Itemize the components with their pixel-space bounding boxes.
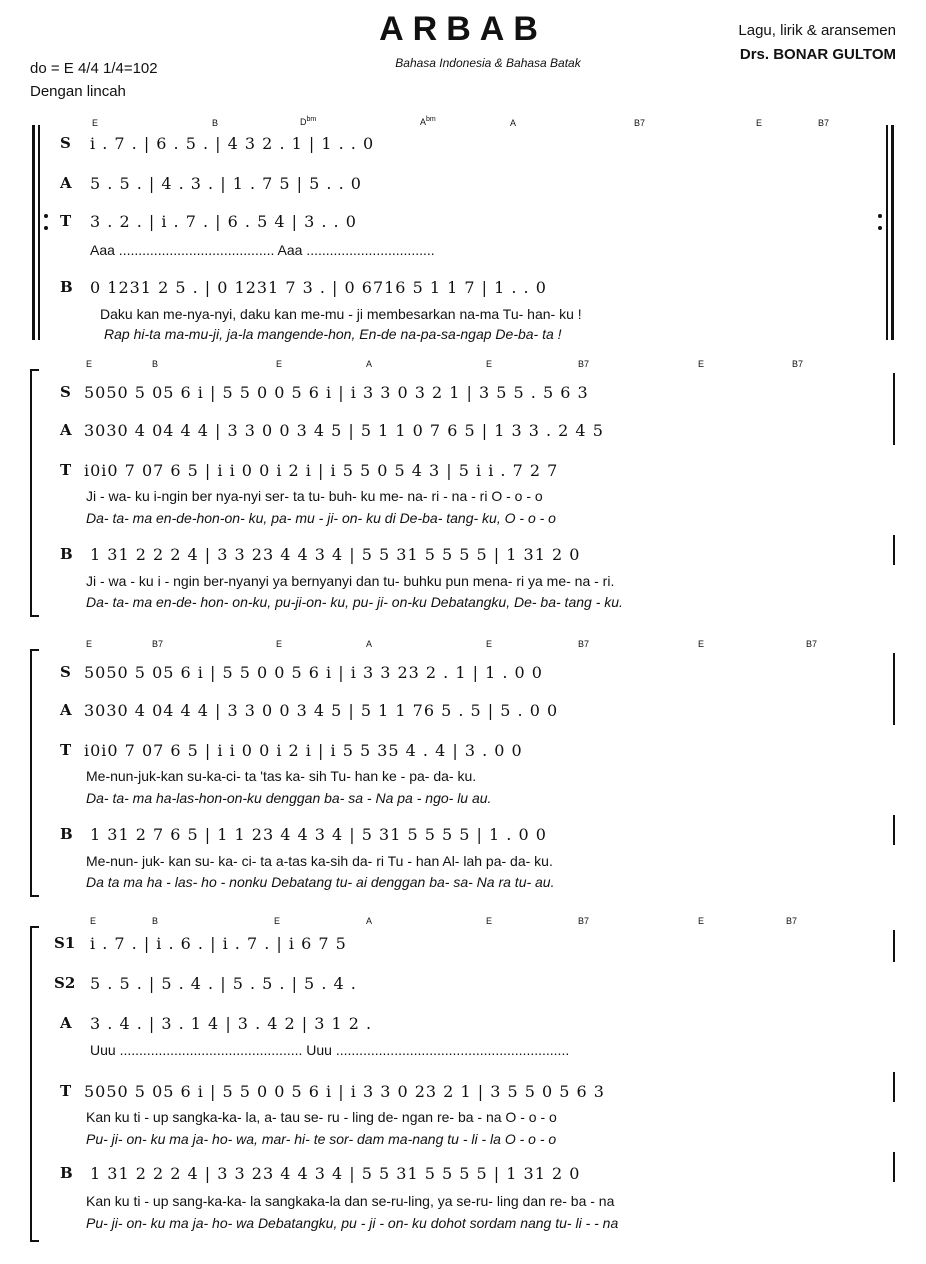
- repeat-barline-right: [891, 125, 894, 340]
- chord-symbol: E: [486, 359, 493, 369]
- voice-label: A: [60, 174, 72, 192]
- chord-symbol: B7: [578, 359, 590, 369]
- repeat-dot: [878, 226, 882, 230]
- chord-symbol: B: [152, 916, 159, 926]
- lyric-line: Kan ku ti - up sangka-ka- la, a- tau se- ru - ling de- ngan re- ba - na O - o - o: [86, 1109, 557, 1125]
- chord-symbol: E: [90, 916, 97, 926]
- chord-symbol: $D^{bm}$: [300, 116, 317, 127]
- voice-label: B: [60, 825, 73, 843]
- system-4: [0, 912, 926, 1247]
- lyric-line: Me-nun- juk- kan su- ka- ci- ta a-tas ka-sih da- ri Tu - han Al- lah pa- da- ku.: [86, 853, 553, 869]
- chord-symbol: E: [86, 639, 93, 649]
- chord-symbol: B7: [634, 118, 646, 128]
- lyric-line: Kan ku ti - up sang-ka-ka- la sangkaka-la dan se-ru-ling, ya se-ru- ling dan re- ba - na: [86, 1193, 615, 1209]
- key-signature: do = E 4/4 1/4=102: [30, 60, 158, 77]
- choir-lyric: Uuu ............................................... Uuu ............................................................: [90, 1042, 570, 1058]
- chord-symbol: E: [486, 916, 493, 926]
- choir-lyric: Aaa ........................................ Aaa .................................: [90, 242, 435, 258]
- voice-notes: 3030 4 04 4 4 | 3 3 0 0 3 4 5 | 5 1 1 0 7 6 5 | 1 3 3 . 2 4 5: [84, 421, 604, 440]
- lyric-line-batak: Pu- ji- on- ku ma ja- ho- wa Debatangku, pu - ji - on- ku dohot sordam nang tu- li - - na: [86, 1215, 619, 1231]
- chord-symbol: A: [366, 639, 373, 649]
- chord-symbol: A: [510, 118, 517, 128]
- final-barline: [893, 535, 895, 565]
- lyric-line-batak: Da- ta- ma ha-las-hon-on-ku denggan ba- sa - Na pa - ngo- lu au.: [86, 790, 492, 806]
- final-barline: [893, 1072, 895, 1102]
- voice-label: B: [60, 545, 73, 563]
- final-barline: [893, 373, 895, 445]
- chord-symbol: E: [92, 118, 99, 128]
- final-barline: [893, 1152, 895, 1182]
- system-bracket: [30, 369, 39, 617]
- voice-label: T: [60, 212, 72, 230]
- voice-label: S: [60, 134, 71, 152]
- chord-symbol: B: [212, 118, 219, 128]
- chord-symbol: B7: [818, 118, 830, 128]
- voice-notes: 3 . 4 . | 3 . 1 4 | 3 . 4 2 | 3 1 2 .: [90, 1014, 373, 1033]
- chord-symbol: E: [486, 639, 493, 649]
- voice-notes: i0i0 7 07 6 5 | i i 0 0 i 2 i | i 5 5 35 4 . 4 | 3 . 0 0: [84, 741, 523, 760]
- voice-label: S: [60, 663, 71, 681]
- voice-notes: 3030 4 04 4 4 | 3 3 0 0 3 4 5 | 5 1 1 76 5 . 5 | 5 . 0 0: [84, 701, 559, 720]
- voice-notes: 1 31 2 7 6 5 | 1 1 23 4 4 3 4 | 5 31 5 5 5 5 | 1 . 0 0: [90, 825, 547, 844]
- chord-symbol: A: [366, 359, 373, 369]
- lyric-line-batak: Da- ta- ma en-de-hon-on- ku, pa- mu - ji- on- ku di De-ba- tang- ku, O - o - o: [86, 510, 556, 526]
- chord-symbol: E: [276, 359, 283, 369]
- lyric-line: Ji - wa - ku i - ngin ber-nyanyi ya bernyanyi dan tu- buhku pun mena- ri ya me- na - ri.: [86, 573, 615, 589]
- lyric-line-batak: Da ta ma ha - las- ho - nonku Debatang tu- ai denggan ba- sa- Na ra tu- au.: [86, 874, 555, 890]
- system-2: [0, 355, 926, 620]
- chord-symbol: B7: [152, 639, 164, 649]
- chord-symbol: B7: [806, 639, 818, 649]
- final-barline: [893, 815, 895, 845]
- voice-notes: 5050 5 05 6 i | 5 5 0 0 5 6 i | i 3 3 0 23 2 1 | 3 5 5 0 5 6 3: [84, 1082, 605, 1101]
- system-bracket: [30, 926, 39, 1242]
- voice-label: S: [60, 383, 71, 401]
- chord-symbol: B7: [792, 359, 804, 369]
- credit-line: Lagu, lirik & aransemen: [738, 22, 896, 39]
- voice-label: S1: [54, 934, 76, 952]
- voice-label: T: [60, 741, 72, 759]
- composer-name: Drs. BONAR GULTOM: [739, 46, 896, 63]
- song-title: ARBAB: [379, 10, 547, 48]
- repeat-barline-left: [32, 125, 35, 340]
- lyric-line-batak: Da- ta- ma en-de- hon- on-ku, pu-ji-on- ku, pu- ji- on-ku Debatangku, De- ba- tang - ku.: [86, 594, 623, 610]
- system-bracket: [30, 649, 39, 897]
- voice-label: A: [60, 701, 72, 719]
- voice-label: A: [60, 1014, 72, 1032]
- lyric-line-batak: Rap hi-ta ma-mu-ji, ja-la mangende-hon, En-de na-pa-sa-ngap De-ba- ta !: [104, 326, 562, 342]
- voice-notes: i . 7 . | 6 . 5 . | 4 3 2 . 1 | 1 . . 0: [90, 134, 375, 153]
- chord-symbol: E: [698, 639, 705, 649]
- voice-notes: i . 7 . | i . 6 . | i . 7 . | i 6 7 5: [90, 934, 347, 953]
- voice-notes: 3 . 2 . | i . 7 . | 6 . 5 4 | 3 . . 0: [90, 212, 357, 231]
- chord-symbol: B7: [786, 916, 798, 926]
- voice-label: T: [60, 1082, 72, 1100]
- voice-notes: 5 . 5 . | 4 . 3 . | 1 . 7 5 | 5 . . 0: [90, 174, 362, 193]
- final-barline: [893, 653, 895, 725]
- chord-symbol: $A^{bm}$: [420, 116, 436, 127]
- chord-symbol: E: [276, 639, 283, 649]
- final-barline: [893, 930, 895, 962]
- repeat-barline-right-thin: [886, 125, 888, 340]
- repeat-dot: [44, 214, 48, 218]
- chord-symbol: E: [86, 359, 93, 369]
- voice-label: A: [60, 421, 72, 439]
- lyric-line: Daku kan me-nya-nyi, daku kan me-mu - ji membesarkan na-ma Tu- han- ku !: [100, 306, 582, 322]
- lyric-line: Me-nun-juk-kan su-ka-ci- ta 'tas ka- sih Tu- han ke - pa- da- ku.: [86, 768, 477, 784]
- voice-label: T: [60, 461, 72, 479]
- system-3: [0, 635, 926, 900]
- repeat-dot: [878, 214, 882, 218]
- chord-symbol: E: [756, 118, 763, 128]
- chord-symbol: B7: [578, 639, 590, 649]
- voice-label: B: [60, 278, 73, 296]
- chord-symbol: A: [366, 916, 373, 926]
- song-subtitle: Bahasa Indonesia & Bahasa Batak: [395, 56, 581, 70]
- voice-notes: 5050 5 05 6 i | 5 5 0 0 5 6 i | i 3 3 0 3 2 1 | 3 5 5 . 5 6 3: [84, 383, 589, 402]
- chord-symbol: B: [152, 359, 159, 369]
- repeat-barline-left-thin: [38, 125, 40, 340]
- voice-notes: 1 31 2 2 2 4 | 3 3 23 4 4 3 4 | 5 5 31 5 5 5 5 | 1 31 2 0: [90, 545, 581, 564]
- voice-notes: 5050 5 05 6 i | 5 5 0 0 5 6 i | i 3 3 23 2 . 1 | 1 . 0 0: [84, 663, 543, 682]
- tempo-marking: Dengan lincah: [30, 83, 126, 100]
- voice-label: S2: [54, 974, 76, 992]
- chord-symbol: E: [274, 916, 281, 926]
- lyric-line-batak: Pu- ji- on- ku ma ja- ho- wa, mar- hi- te sor- dam ma-nang tu - li - la O - o - o: [86, 1131, 557, 1147]
- chord-symbol: E: [698, 916, 705, 926]
- voice-notes: 0 1231 2 5 . | 0 1231 7 3 . | 0 6716 5 1 1 7 | 1 . . 0: [90, 278, 547, 297]
- system-1: [0, 110, 926, 350]
- repeat-dot: [44, 226, 48, 230]
- voice-notes: 1 31 2 2 2 4 | 3 3 23 4 4 3 4 | 5 5 31 5 5 5 5 | 1 31 2 0: [90, 1164, 581, 1183]
- voice-notes: 5 . 5 . | 5 . 4 . | 5 . 5 . | 5 . 4 .: [90, 974, 357, 993]
- voice-label: B: [60, 1164, 73, 1182]
- chord-symbol: E: [698, 359, 705, 369]
- lyric-line: Ji - wa- ku i-ngin ber nya-nyi ser- ta tu- buh- ku me- na- ri - na - ri O - o - o: [86, 488, 543, 504]
- voice-notes: i0i0 7 07 6 5 | i i 0 0 i 2 i | i 5 5 0 5 4 3 | 5 i i . 7 2 7: [84, 461, 559, 480]
- chord-symbol: B7: [578, 916, 590, 926]
